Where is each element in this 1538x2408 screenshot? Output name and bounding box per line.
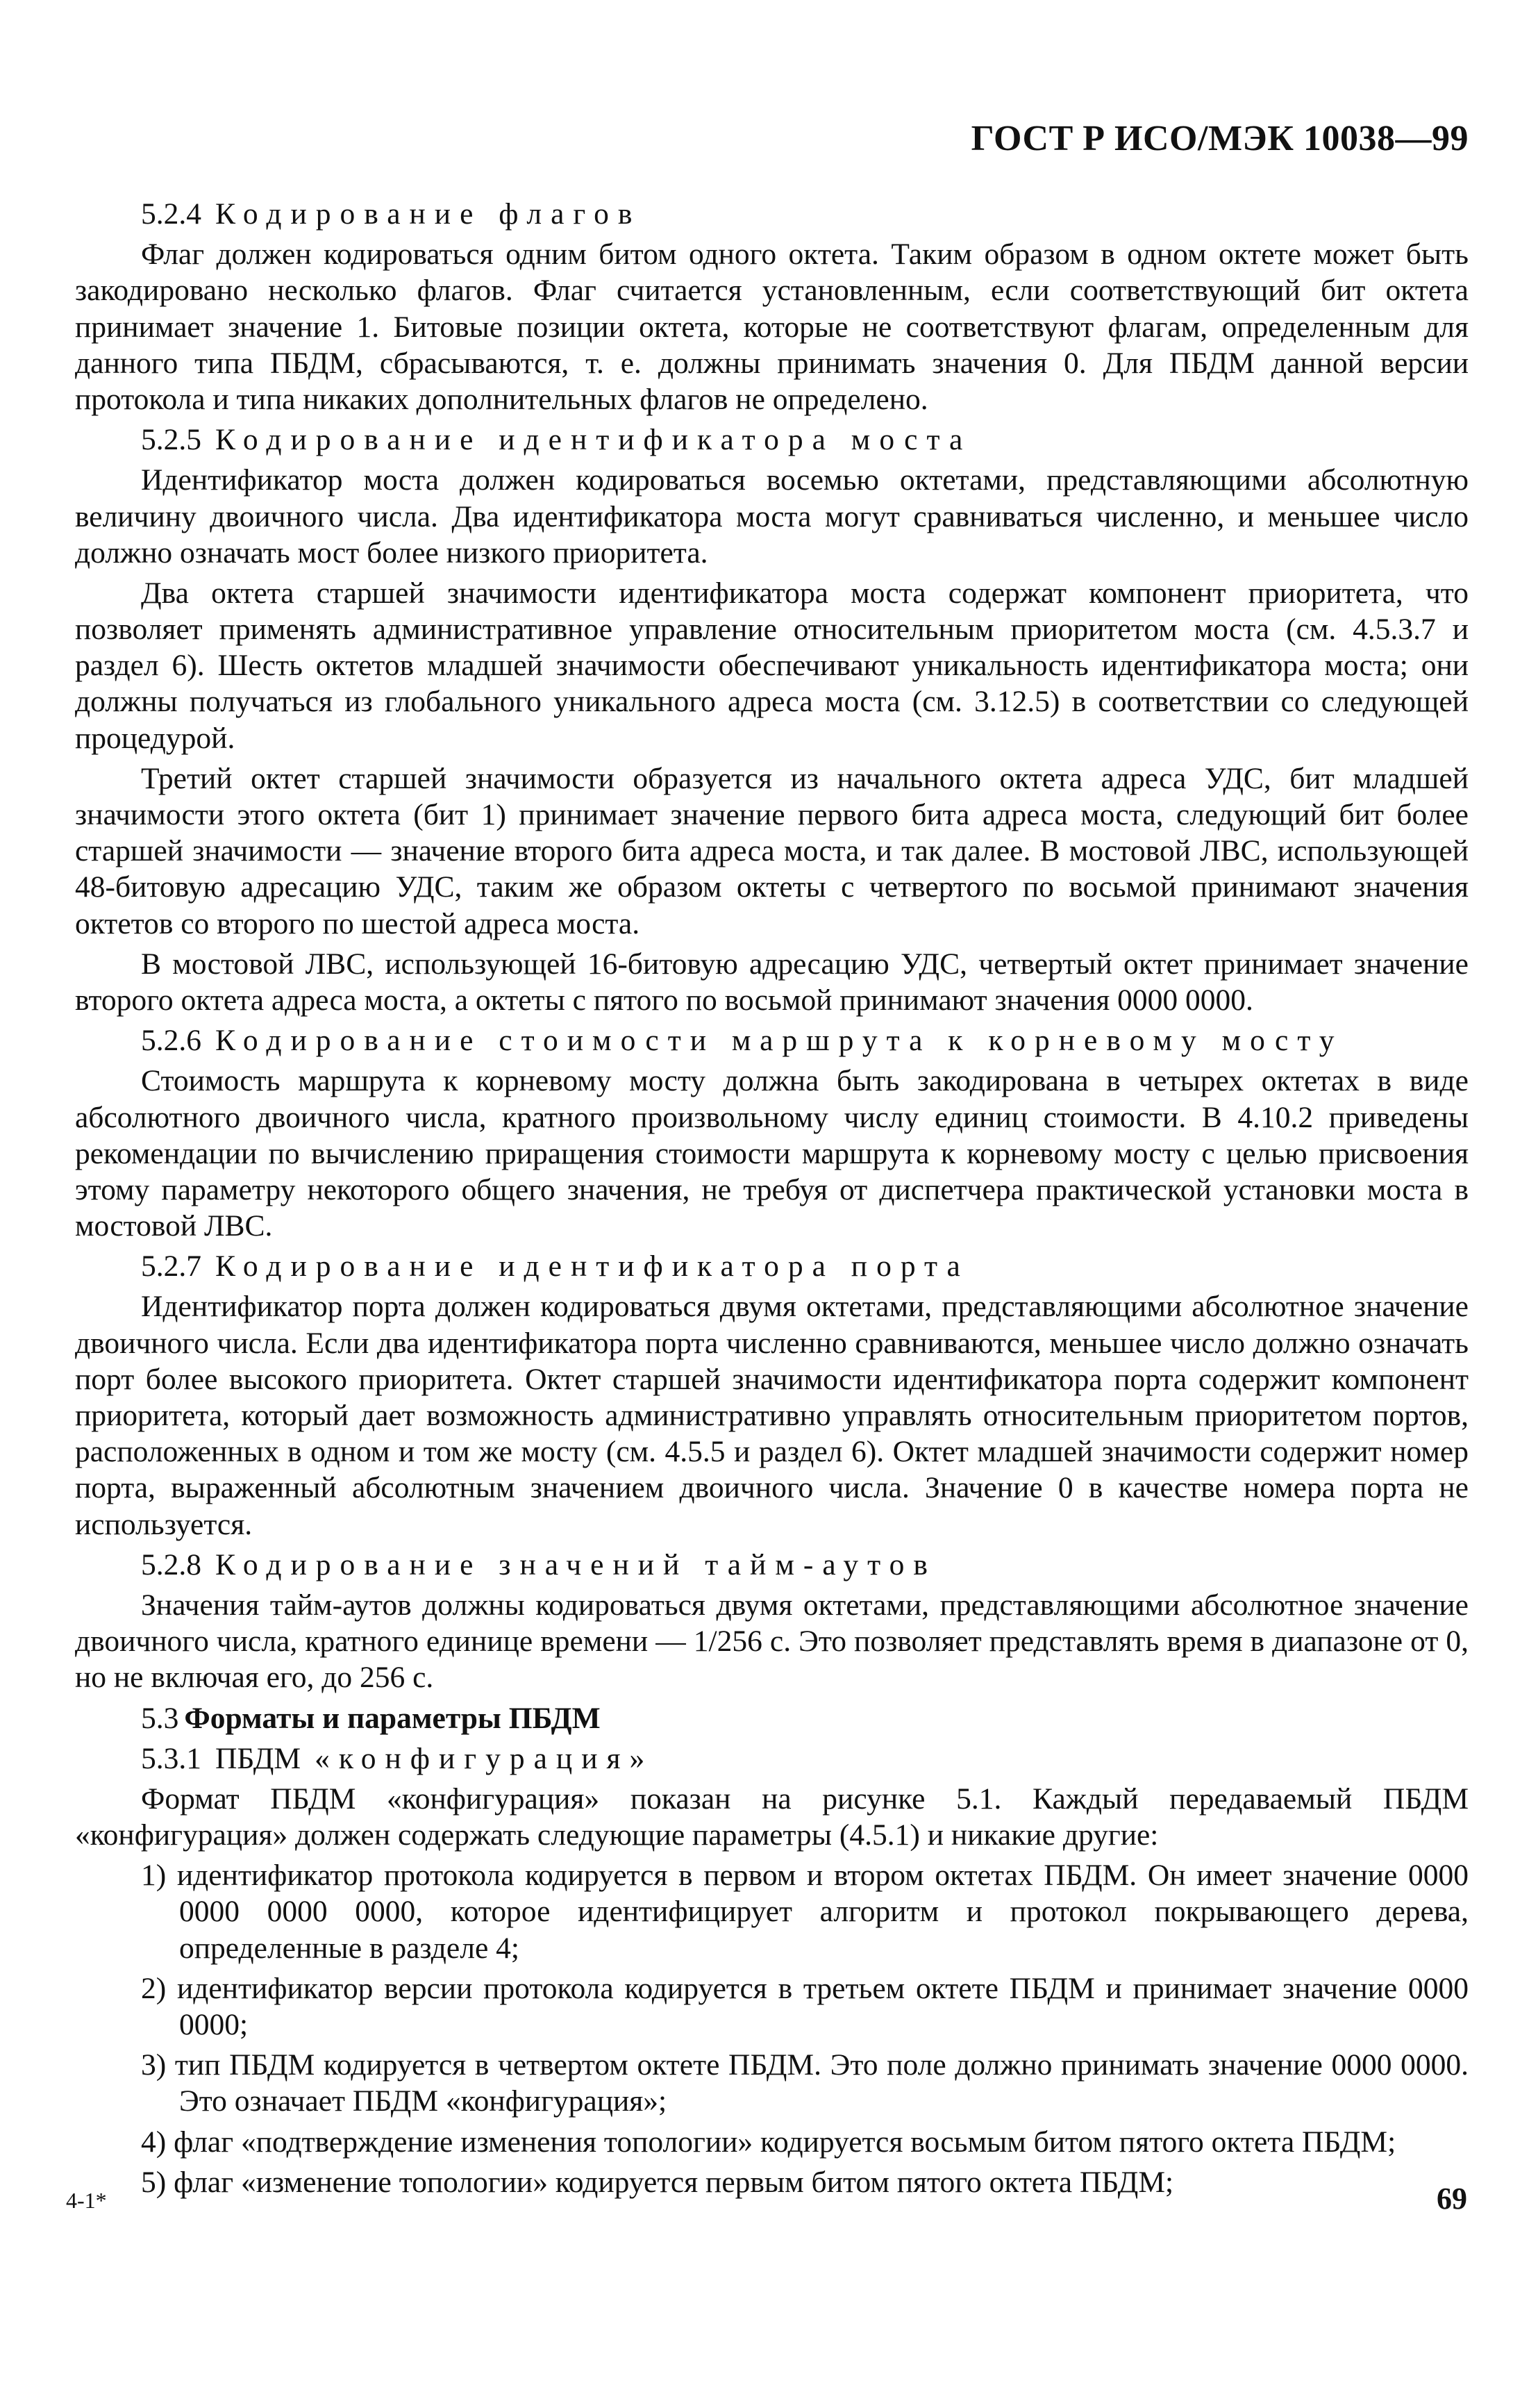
- paragraph: Стоимость маршрута к корневому мосту должна быть закодирована в четырех октетах в виде абсолютного двоичного числа, кратного произвольному числу единиц стоимости. В 4.10.2 приведены рекомендации по вычислению приращения стоимости маршрута к корневому мосту с целью присвоения этому параметру некоторого общего значения, не требуя от диспетчера практической установки моста в мостовой ЛВС.: [75, 1064, 1469, 1243]
- paragraph: Третий октет старшей значимости образуется из начального октета адреса УДС, бит младшей значимости этого октета (бит 1) принимает значение первого бита адреса моста, следующий бит более старшей значимости — значение второго бита адреса моста, и так далее. В мостовой ЛВС, использующей 48-битовую адресацию УДС, таким же образом октеты с четвертого по восьмой принимают значения октетов со второго по шестой адреса моста.: [75, 761, 1469, 940]
- section-heading-5-2-5: [75, 422, 1469, 458]
- page-body: [75, 196, 1469, 2204]
- section-number: 5.3.1: [141, 1741, 201, 1775]
- section-heading-5-2-6: [75, 1022, 1469, 1058]
- section-title: Кодирование флагов: [215, 197, 642, 231]
- document-code: ГОСТ Р ИСО/МЭК 10038—99: [971, 119, 1469, 158]
- section-number: 5.2.5: [141, 423, 201, 457]
- section-prefix: ПБДМ: [215, 1741, 301, 1775]
- section-heading-5-2-7: [75, 1248, 1469, 1284]
- section-number: 5.2.8: [141, 1547, 201, 1581]
- section-title: Кодирование стоимости маршрута к корневому мосту: [215, 1024, 1344, 1058]
- paragraph: Идентификатор моста должен кодироваться восемью октетами, представляющими абсолютную величину двоичного числа. Два идентификатора моста могут сравниваться численно, и меньшее число должно означать мост более низкого приоритета.: [75, 463, 1469, 570]
- section-heading-5-2-8: [75, 1547, 1469, 1583]
- section-number: 5.2.7: [141, 1249, 201, 1284]
- section-number: 5.3: [141, 1701, 179, 1735]
- section-title: Кодирование значений тайм-аутов: [215, 1547, 937, 1581]
- paragraph: Идентификатор порта должен кодироваться двумя октетами, представляющими абсолютное значение двоичного числа. Если два идентификатора порта численно сравниваются, меньшее число должно означать порт более высокого приоритета. Октет старшей значимости идентификатора порта содержит компонент приоритета, который дает возможность административно управлять относительным приоритетом портов, расположенных в одном и том же мосту (см. 4.5.5 и раздел 6). Октет младшей значимости содержит номер порта, выраженный абсолютным значением двоичного числа. Значение 0 в качестве номера порта не используется.: [75, 1290, 1469, 1541]
- paragraph: Два октета старшей значимости идентификатора моста содержат компонент приоритета, что позволяет применять административное управление относительным приоритетом моста (см. 4.5.3.7 и раздел 6). Шесть октетов младшей значимости обеспечивают уникальность идентификатора моста; они должны получаться из глобального уникального адреса моста (см. 3.12.5) в соответствии со следующей процедурой.: [75, 576, 1469, 755]
- section-title: Кодирование идентификатора моста: [215, 423, 972, 457]
- section-number: 5.2.4: [141, 197, 201, 231]
- list-item: 2) идентификатор версии протокола кодируется в третьем октете ПБДМ и принимает значение 0000 0000;: [141, 1971, 1469, 2041]
- page-number: 69: [1437, 2182, 1467, 2216]
- list-item: 4) флаг «подтверждение изменения топологии» кодируется восьмым битом пятого октета ПБДМ;: [141, 2125, 1396, 2159]
- list-item: 5) флаг «изменение топологии» кодируется первым битом пятого октета ПБДМ;: [141, 2165, 1174, 2199]
- paragraph: Флаг должен кодироваться одним битом одного октета. Таким образом в одном октете может быть закодировано несколько флагов. Флаг считается установленным, если соответствующий бит октета принимает значение 1. Битовые позиции октета, которые не соответствуют флагам, определенным для данного типа ПБДМ, сбрасываются, т. е. должны принимать значения 0. Для ПБДМ данной версии протокола и типа никаких дополнительных флагов не определено.: [75, 238, 1469, 416]
- section-title: «конфигурация»: [315, 1741, 654, 1775]
- list-item: 1) идентификатор протокола кодируется в первом и втором октетах ПБДМ. Он имеет значение 0000 0000 0000 0000, которое идентифицирует алгоритм и протокол покрывающего дерева, определенные в разделе 4;: [141, 1859, 1469, 1965]
- paragraph: Значения тайм-аутов должны кодироваться двумя октетами, представляющими абсолютное значение двоичного числа, кратного единице времени — 1/256 с. Это позволяет представлять время в диапазоне от 0, но не включая его, до 256 с.: [75, 1588, 1469, 1695]
- paragraph: Формат ПБДМ «конфигурация» показан на рисунке 5.1. Каждый передаваемый ПБДМ «конфигурация» должен содержать следующие параметры (4.5.1) и никакие другие:: [75, 1782, 1469, 1852]
- section-number: 5.2.6: [141, 1024, 201, 1058]
- section-heading-5-3: [75, 1700, 1469, 1736]
- parameter-list: [75, 1857, 1469, 2200]
- paragraph: В мостовой ЛВС, использующей 16-битовую адресацию УДС, четвертый октет принимает значение второго октета адреса моста, а октеты с пятого по восьмой принимают значения 0000 0000.: [75, 947, 1469, 1017]
- section-heading-5-2-4: [75, 196, 1469, 232]
- section-title: Форматы и параметры ПБДМ: [184, 1701, 601, 1735]
- list-item: 3) тип ПБДМ кодируется в четвертом октете ПБДМ. Это поле должно принимать значение 0000 0000. Это означает ПБДМ «конфигурация»;: [141, 2048, 1469, 2118]
- section-title: Кодирование идентификатора порта: [215, 1249, 969, 1284]
- section-heading-5-3-1: [75, 1741, 1469, 1777]
- sheet-mark: 4-1*: [66, 2188, 107, 2213]
